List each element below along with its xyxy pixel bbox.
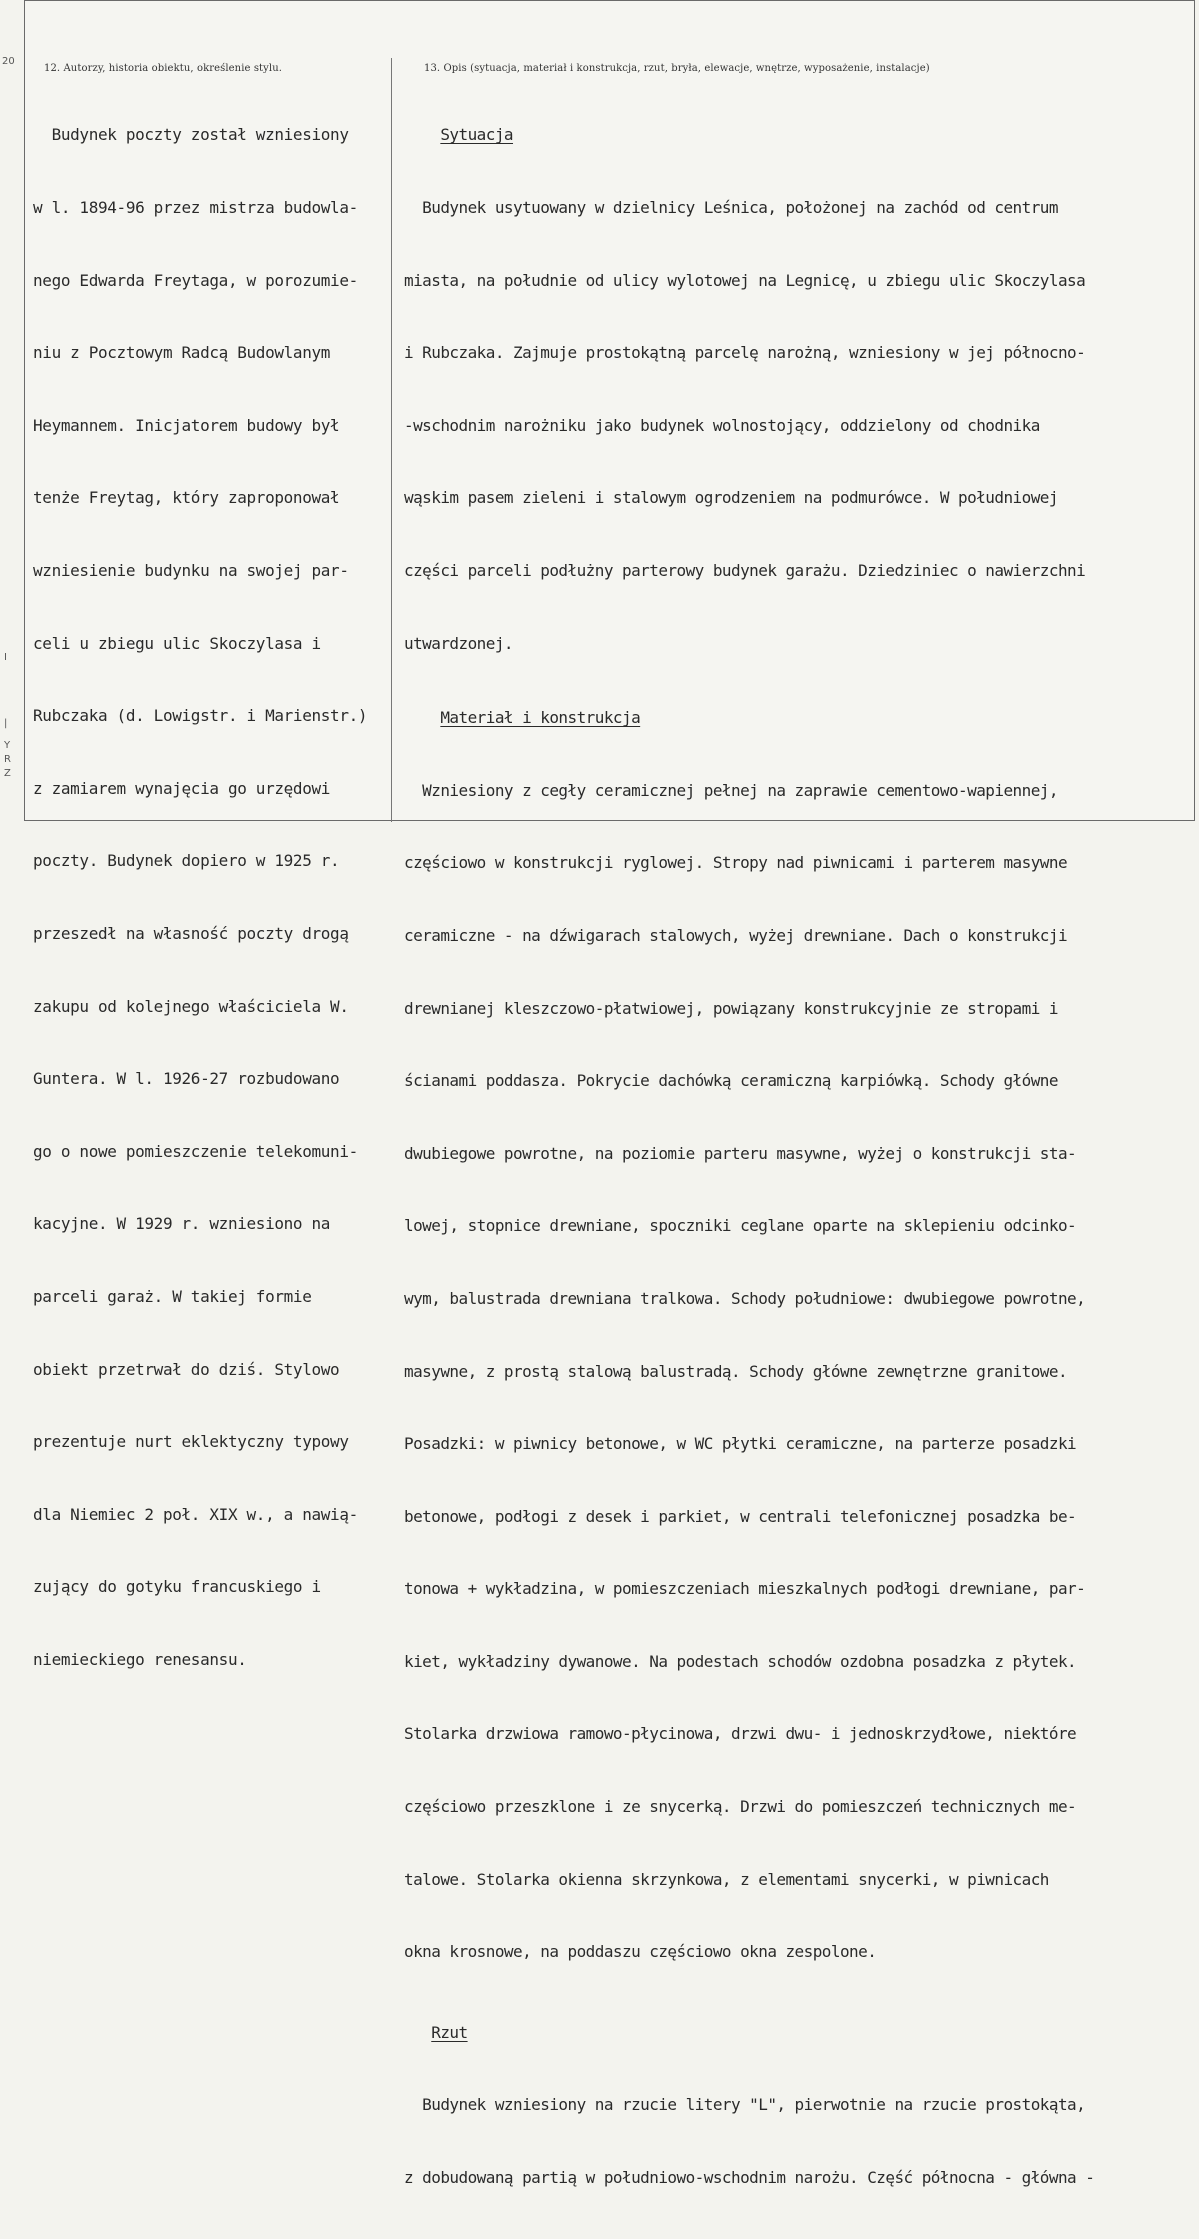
text-line: z dobudowaną partią w południowo-wschodnim narożu. Część północna - główna -	[404, 2168, 1095, 2188]
text-line: częściowo przeszklone i ze snycerką. Drzwi do pomieszczeń technicznych me-	[404, 1797, 1077, 1817]
text-line: dwubiegowe powrotne, na poziomie parteru masywne, wyżej o konstrukcji sta-	[404, 1143, 1077, 1163]
section-heading-rzut: Rzut	[431, 2022, 468, 2042]
text-line: Budynek wzniesiony na rzucie litery "L", pierwotnie na rzucie prostokąta,	[404, 2095, 1086, 2115]
text-line: nego Edwarda Freytaga, w porozumie-	[33, 270, 358, 290]
text-line: częściowo w konstrukcji ryglowej. Stropy nad piwnicami i parterem masywne	[404, 853, 1068, 873]
text-line: kacyjne. W 1929 r. wzniesiono na	[33, 1214, 331, 1234]
text-line: tonowa + wykładzina, w pomieszczeniach mieszkalnych podłogi drewniane, par-	[404, 1579, 1086, 1599]
text-line: prezentuje nurt eklektyczny typowy	[33, 1432, 349, 1452]
left-column-text	[33, 75, 367, 1720]
text-line: Heymannem. Inicjatorem budowy był	[33, 415, 340, 435]
text-line: Stolarka drzwiowa ramowo-płycinowa, drzwi dwu- i jednoskrzydłowe, niektóre	[404, 1724, 1077, 1744]
text-line: wym, balustrada drewniana tralkowa. Schody południowe: dwubiegowe powrotne,	[404, 1288, 1086, 1308]
text-line: talowe. Stolarka okienna skrzynkowa, z elementami snycerki, w piwnicach	[404, 1869, 1049, 1889]
text-line: zujący do gotyku francuskiego i	[33, 1577, 321, 1597]
text-line: niu z Pocztowym Radcą Budowlanym	[33, 343, 331, 363]
section-heading-sytuacja: Sytuacja	[440, 125, 514, 145]
text-line: dla Niemiec 2 poł. XIX w., a nawią-	[33, 1504, 358, 1524]
left-column-header: 12. Autorzy, historia obiektu, określenie stylu.	[44, 63, 283, 74]
section-heading-line	[404, 123, 1094, 147]
text-line: -wschodnim narożniku jako budynek wolnostojący, oddzielony od chodnika	[404, 415, 1040, 435]
text-line: Guntera. W l. 1926-27 rozbudowano	[33, 1069, 340, 1089]
text-line: obiekt przetrwał do dziś. Stylowo	[33, 1359, 340, 1379]
margin-mark: Z	[4, 768, 11, 779]
text-line: z zamiarem wynajęcia go urzędowi	[33, 778, 331, 798]
margin-mark: I	[4, 652, 7, 663]
text-line: drewnianej kleszczowo-płatwiowej, powiązany konstrukcyjnie ze stropami i	[404, 998, 1058, 1018]
text-line: zakupu od kolejnego właściciela W.	[33, 996, 349, 1016]
margin-mark: Y	[4, 740, 11, 751]
text-line: Wzniesiony z cegły ceramicznej pełnej na zaprawie cementowo-wapiennej,	[404, 780, 1058, 800]
text-line: miasta, na południe od ulicy wylotowej na Legnicę, u zbiegu ulic Skoczylasa	[404, 270, 1086, 290]
margin-mark: R	[4, 754, 11, 765]
text-line: lowej, stopnice drewniane, spoczniki ceglane oparte na sklepieniu odcinko-	[404, 1216, 1077, 1236]
section-heading-line	[404, 706, 1094, 730]
text-line: Posadzki: w piwnicy betonowe, w WC płytki ceramiczne, na parterze posadzki	[404, 1434, 1077, 1454]
text-line: utwardzonej.	[404, 633, 513, 653]
text-line: ceramiczne - na dźwigarach stalowych, wyżej drewniane. Dach o konstrukcji	[404, 925, 1068, 945]
text-line: poczty. Budynek dopiero w 1925 r.	[33, 851, 340, 871]
section-heading-line	[404, 2021, 1094, 2045]
text-line: części parceli podłużny parterowy budynek garażu. Dziedziniec o nawierzchni	[404, 560, 1086, 580]
text-line: przeszedł na własność poczty drogą	[33, 923, 349, 943]
text-line: wzniesienie budynku na swojej par-	[33, 560, 349, 580]
text-line: wąskim pasem zieleni i stalowym ogrodzeniem na podmurówce. W południowej	[404, 488, 1058, 508]
page-number: 20	[2, 56, 15, 67]
text-line: go o nowe pomieszczenie telekomuni-	[33, 1141, 358, 1161]
text-line: celi u zbiegu ulic Skoczylasa i	[33, 633, 321, 653]
text-line: niemieckiego renesansu.	[33, 1649, 247, 1669]
text-line: masywne, z prostą stalową balustradą. Schody główne zewnętrzne granitowe.	[404, 1361, 1068, 1381]
text-line: Rubczaka (d. Lowigstr. i Marienstr.)	[33, 706, 368, 726]
text-line: kiet, wykładziny dywanowe. Na podestach schodów ozdobna posadzka z płytek.	[404, 1651, 1077, 1671]
text-line: i Rubczaka. Zajmuje prostokątną parcelę narożną, wzniesiony w jej północno-	[404, 343, 1086, 363]
text-line: ścianami poddasza. Pokrycie dachówką ceramiczną karpiówką. Schody główne	[404, 1071, 1058, 1091]
text-line: betonowe, podłogi z desek i parkiet, w centrali telefonicznej posadzka be-	[404, 1506, 1077, 1526]
section-heading-material: Materiał i konstrukcja	[440, 708, 641, 728]
text-line: Budynek usytuowany w dzielnicy Leśnica, położonej na zachód od centrum	[404, 198, 1058, 217]
column-divider	[391, 58, 392, 822]
text-line: Budynek poczty został wzniesiony	[33, 125, 349, 145]
text-line: w l. 1894-96 przez mistrza budowla-	[33, 198, 358, 217]
right-column-header: 13. Opis (sytuacja, materiał i konstrukcja, rzut, bryła, elewacje, wnętrze, wyposażenie, instalacje)	[424, 63, 930, 74]
text-line: tenże Freytag, który zaproponował	[33, 488, 340, 508]
text-line: okna krosnowe, na poddaszu częściowo okna zespolone.	[404, 1942, 877, 1962]
text-line: parceli garaż. W takiej formie	[33, 1286, 312, 1306]
margin-mark: |	[4, 718, 8, 729]
right-column-text	[404, 75, 1094, 2239]
